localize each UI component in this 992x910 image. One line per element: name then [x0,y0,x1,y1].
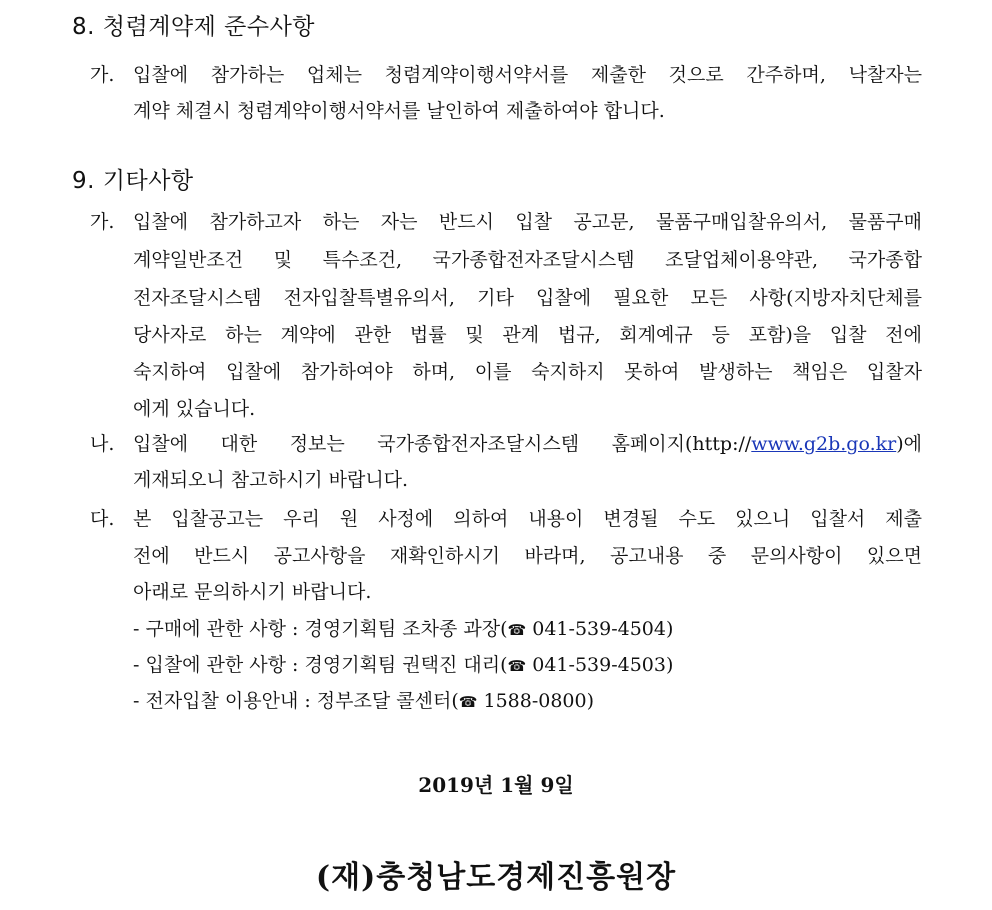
phone-icon: ☎ [507,657,527,675]
section-9-item-na-text [133,432,922,456]
section-9-item-na-text-before: 입찰에 대한 정보는 국가종합전자조달시스템 홈페이지(http:// [133,433,752,455]
section-8-item-ga-marker: 가. [90,64,115,86]
section-9-item-ga-line [133,323,922,347]
contact-bidding-number: 041-539-4503) [526,654,674,676]
section-9-item-ga-text: 당사자로 하는 계약에 관한 법률 및 관계 법규, 회계예규 등 포함)을 입찰 전에 [133,324,922,346]
contact-purchase-number: 041-539-4504) [526,618,674,640]
section-9-item-ga-line [133,248,922,272]
section-9-item-na-line [133,432,922,456]
section-9-item-ga-line [133,286,922,310]
contact-purchase [133,617,673,642]
contact-e-bidding-number: 1588-0800) [477,690,595,712]
section-9-item-ga-text: 숙지하여 입찰에 참가하여야 하며, 이를 숙지하지 못하여 발생하는 책임은 입찰자 [133,361,922,383]
contact-e-bidding [133,689,594,714]
contact-bidding-label: - 입찰에 관한 사항 : 경영기획팀 권택진 대리( [133,654,508,676]
section-8-item-ga-line: 계약 체결시 청렴계약이행서약서를 날인하여 제출하여야 합니다. [133,100,665,122]
section-9-item-ga-line [133,210,922,234]
section-9-item-ga-marker: 가. [90,211,115,233]
phone-icon: ☎ [507,621,527,639]
phone-icon: ☎ [458,693,478,711]
section-8-item-ga-text: 입찰에 참가하는 업체는 청렴계약이행서약서를 제출한 것으로 간주하며, 낙찰자는 [133,64,922,86]
section-9-item-ga-text: 전자조달시스템 전자입찰특별유의서, 기타 입찰에 필요한 모든 사항(지방자치단체를 [133,287,922,309]
section-9-item-da-line: 아래로 문의하시기 바랍니다. [133,581,372,603]
section-9-item-ga-text: 입찰에 참가하고자 하는 자는 반드시 입찰 공고문, 물품구매입찰유의서, 물품구매 [133,211,922,233]
section-9-title: 9. 기타사항 [72,168,194,194]
contact-bidding [133,653,673,678]
notice-date: 2019년 1월 9일 [418,773,574,797]
section-9-item-ga-line: 에게 있습니다. [133,398,256,420]
section-9-item-da-marker: 다. [90,508,115,530]
section-8-title: 8. 청렴계약제 준수사항 [72,14,316,40]
contact-purchase-label: - 구매에 관한 사항 : 경영기획팀 조차종 과장( [133,618,508,640]
section-9-item-da-text: 전에 반드시 공고사항을 재확인하시기 바라며, 공고내용 중 문의사항이 있으면 [133,545,922,567]
section-9-item-na-line: 게재되오니 참고하시기 바랍니다. [133,469,409,491]
section-9-item-ga-text: 계약일반조건 및 특수조건, 국가종합전자조달시스템 조달업체이용약관, 국가종합 [133,249,922,271]
section-9-item-na-text-after: )에 [896,433,922,455]
section-9-item-na-marker: 나. [90,433,115,455]
section-9-item-da-text: 본 입찰공고는 우리 원 사정에 의하여 내용이 변경될 수도 있으니 입찰서 제출 [133,508,922,530]
signer-name: (재)충청남도경제진흥원장 [315,860,677,895]
section-9-item-da-line [133,544,922,568]
section-8-item-ga-line [133,63,922,87]
g2b-homepage-link[interactable]: www.g2b.go.kr [751,433,897,455]
section-9-item-da-line [133,507,922,531]
section-9-item-ga-line [133,360,922,384]
contact-e-bidding-label: - 전자입찰 이용안내 : 정부조달 콜센터( [133,690,459,712]
